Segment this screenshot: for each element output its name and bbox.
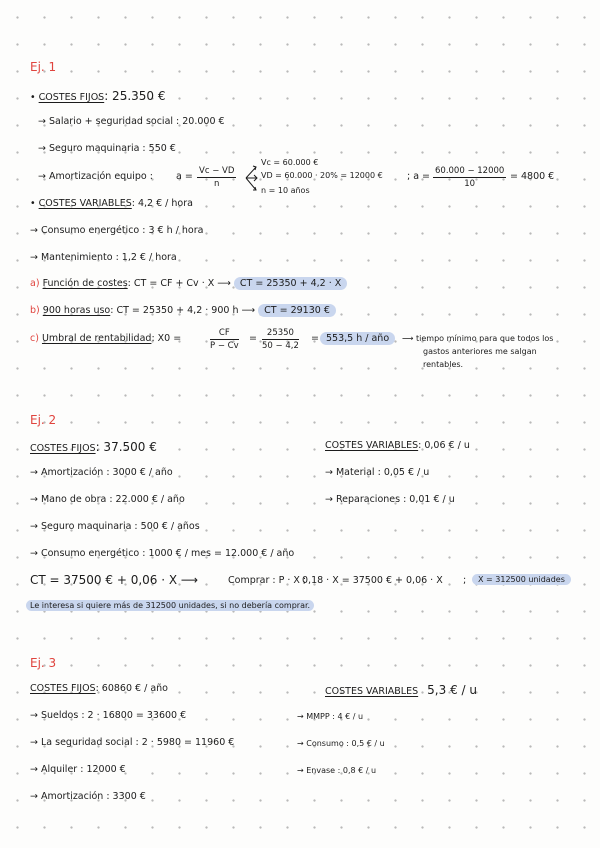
ej2-x-result-wrap	[472, 575, 571, 585]
ej2-ct-formula: CT = 37500 € + 0,06 · X ⟶	[30, 573, 199, 587]
ej1-apartado-a	[30, 278, 347, 290]
fraction-numerator: Vc − VD	[199, 166, 235, 176]
ej2-comprar-eq: 0,18 · X = 37500 € + 0,06 · X	[302, 575, 443, 586]
ej1-costes-fijos-label: COSTES FIJOS	[38, 92, 105, 103]
ej1-b-label: 900 horas uso	[42, 305, 111, 316]
ej1-c-result: 553,5 h / año	[320, 332, 395, 345]
ej1-costes-fijos-value: : 25.350 €	[104, 89, 166, 103]
ej1-a-result: CT = 25350 + 4,2 · X	[234, 277, 347, 290]
ej2-conclusion: Le interesa si quiere más de 312500 unidades, si no debería comprar.	[26, 600, 314, 611]
fraction-denominator: 10	[464, 179, 476, 189]
ej1-mantenimiento: → Mantenimiento : 1,2 € / hora	[30, 252, 177, 263]
ej1-c-result-wrap	[320, 333, 395, 345]
ej1-c-note-3: rentables.	[423, 360, 464, 369]
ej3-costes-variables-value: 5,3 € / u	[427, 683, 477, 697]
ej1-c-note-1: ⟶ tiempo mínimo para que todos los	[402, 334, 554, 343]
ej2-x-result: X = 312500 unidades	[472, 574, 571, 585]
ej3-sueldos: → Sueldos : 2 · 16800 = 33600 €	[30, 710, 187, 721]
fraction-denominator: n	[213, 179, 220, 189]
ej2-consumo: → Consumo energético : 1000 € / mes = 12.000 € / año	[30, 548, 295, 559]
bracket-arrows-icon	[244, 164, 260, 194]
ej3-title: Ej. 3	[30, 656, 57, 670]
ej1-b-result: CT = 29130 €	[258, 304, 336, 317]
ej1-calc-formula	[433, 166, 506, 189]
fraction-denominator: 50 − 4,2	[262, 341, 299, 351]
ej1-c-label: Umbral de rentabilidad	[41, 333, 152, 344]
bullet-icon: •	[30, 92, 39, 103]
ej2-costes-variables-label: COSTES VARIABLES	[325, 440, 419, 451]
ej2-costes-fijos-value: : 37.500 €	[95, 440, 157, 454]
ej1-apartado-b	[30, 305, 336, 317]
ej1-calc-a: ; a =	[407, 171, 431, 182]
ej1-a-formula: : CT = CF + Cv · X ⟶	[127, 278, 231, 289]
ej1-c-x0: : X0 =	[151, 333, 182, 344]
ej2-amortizacion: → Amortización : 3000 € / año	[30, 467, 173, 478]
ej2-mano-obra: → Mano de obra : 22.000 € / año	[30, 494, 185, 505]
ej1-consumo: → Consumo energético : 3 € h / hora	[30, 225, 204, 236]
ej2-material: → Material : 0,05 € / u	[325, 467, 430, 478]
ej3-mmpp: → MMPP : 4 € / u	[297, 712, 364, 721]
ej1-costes-variables	[30, 198, 193, 210]
ej3-costes-fijos-label: COSTES FIJOS	[30, 683, 96, 694]
ej1-vd: VD = 60.000 · 20% = 12000 €	[261, 171, 383, 180]
ej1-vc: Vc = 60.000 €	[261, 158, 319, 167]
ej1-title: Ej. 1	[30, 60, 57, 74]
ej1-c-fraction-1	[210, 328, 239, 351]
ej3-consumo: → Consumo : 0,5 € / u	[297, 739, 385, 748]
ej1-c-fraction-2	[262, 328, 299, 351]
ej1-b-formula: : CT = 25350 + 4,2 · 900 h ⟶	[110, 305, 256, 316]
ej1-seguro: → Seguro maquinaria : 550 €	[38, 143, 176, 154]
fraction-denominator: P − Cv	[210, 341, 239, 351]
ej1-a-label: Función de costes	[42, 278, 128, 289]
ej2-seguro: → Seguro maquinaria : 500 € / años	[30, 521, 200, 532]
ej3-amortizacion: → Amortización : 3300 €	[30, 791, 146, 802]
ej1-b-letter: b)	[30, 305, 40, 316]
ej1-c-letter: c)	[30, 333, 39, 344]
ej1-calc-result: = 4800 €	[510, 171, 555, 182]
ej1-a-letter: a)	[30, 278, 40, 289]
ej2-conclusion-wrap	[26, 601, 314, 611]
ej1-costes-fijos	[30, 89, 166, 104]
ej2-comprar: Comprar : P · X ;	[228, 575, 307, 586]
ej1-n: n = 10 años	[261, 186, 310, 195]
ej2-title: Ej. 2	[30, 413, 57, 427]
ej3-alquiler: → Alquiler : 12000 €	[30, 764, 126, 775]
ej2-reparaciones: → Reparaciones : 0,01 € / u	[325, 494, 455, 505]
ej3-costes-variables-label: COSTES VARIABLES	[325, 686, 419, 697]
fraction-numerator: CF	[210, 328, 239, 340]
ej2-costes-variables	[325, 440, 470, 452]
ej3-costes-variables	[325, 683, 477, 698]
ej1-c-eq: =	[249, 333, 257, 344]
fraction-numerator: 25350	[262, 328, 299, 340]
ej2-costes-fijos-label: COSTES FIJOS	[30, 443, 96, 454]
bullet-icon: •	[30, 198, 39, 209]
ej3-envase: → Envase : 0,8 € / u	[297, 766, 377, 775]
ej3-seguridad: → La seguridad social : 2 · 5980 = 11960 €	[30, 737, 235, 748]
fraction-numerator: 60.000 − 12000	[435, 166, 505, 176]
ej1-costes-variables-value: : 4,2 € / hora	[131, 198, 193, 209]
ej3-costes-fijos	[30, 683, 168, 695]
ej3-costes-fijos-value: : 60860 € / año	[95, 683, 168, 694]
ej1-amortizacion-label: → Amortización equipo :	[38, 171, 153, 182]
ej2-costes-fijos	[30, 440, 157, 455]
ej1-c-note-2: gastos anteriores me salgan	[423, 347, 537, 356]
ej1-costes-variables-label: COSTES VARIABLES	[38, 198, 132, 209]
ej1-amortizacion-formula	[197, 166, 236, 189]
ej2-costes-variables-value: : 0,06 € / u	[418, 440, 470, 451]
ej1-amortizacion-a: a =	[176, 171, 193, 182]
ej1-apartado-c	[30, 333, 181, 345]
ej1-salario: → Salario + seguridad social : 20.000 €	[38, 116, 225, 127]
ej1-c-eq2: =	[311, 333, 319, 344]
ej2-semicolon: ;	[463, 575, 467, 586]
